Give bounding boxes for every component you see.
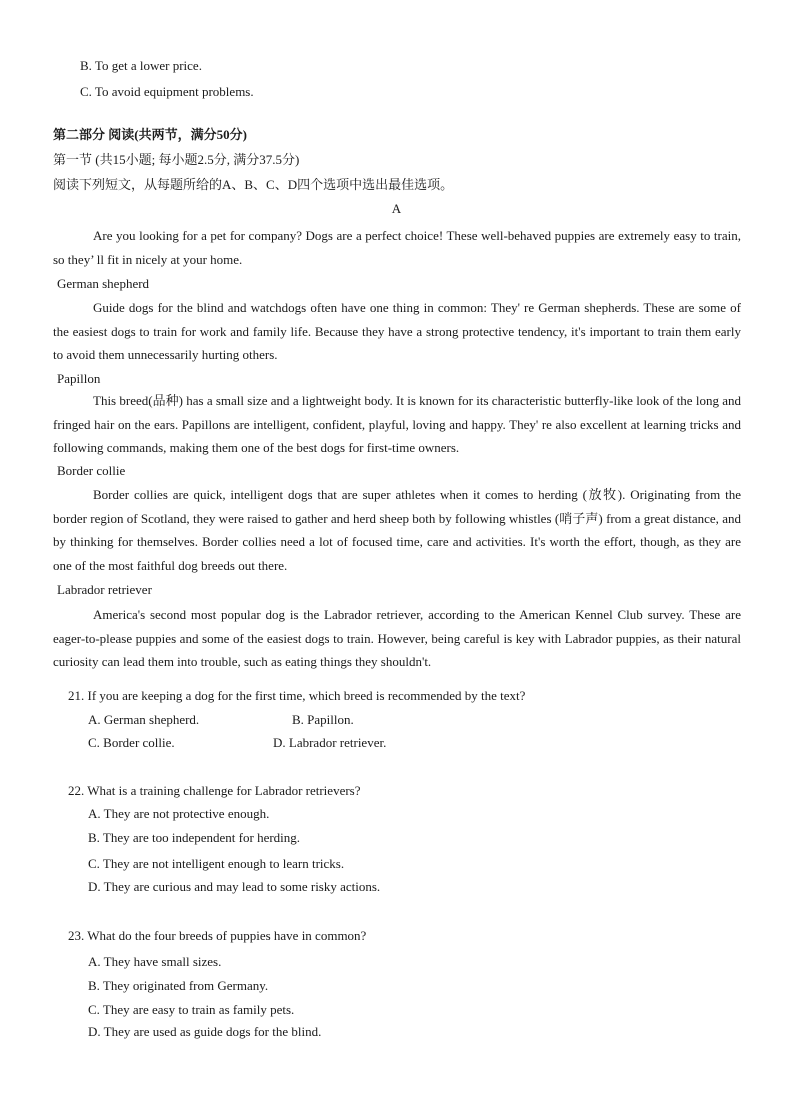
- option-22-d[interactable]: D. They are curious and may lead to some risky actions.: [88, 879, 381, 894]
- section-subheading: 第一节 (共15小题; 每小题2.5分, 满分37.5分): [53, 152, 300, 167]
- breed-text: This breed(品种) has a small size and a lightweight body. It is known for its characteristic butterfly-like look of the long and fringed hair on the ears. Papillons are intelligent, confident, playful, loving and happy. They' re also excellent at learning tricks and following commands, making them one of the best dogs for first-time owners.: [53, 393, 741, 455]
- question-stem-23: 23. What do the four breeds of puppies have in common?: [68, 928, 367, 943]
- prev-option-b: B. To get a lower price.: [80, 58, 202, 73]
- breed-text: America's second most popular dog is the Labrador retriever, according to the American Kennel Club survey. These are eager-to-please puppies and some of the easiest dogs to train. However, being careful is key with Labrador puppies, as their natural curiosity can lead them into trouble, such as eating things they shouldn't.: [53, 607, 741, 669]
- option-23-b[interactable]: B. They originated from Germany.: [88, 978, 269, 993]
- question-stem-21: 21. If you are keeping a dog for the first time, which breed is recommended by the text?: [68, 688, 526, 703]
- option-21-a[interactable]: A. German shepherd.: [88, 712, 200, 727]
- prev-option-c: C. To avoid equipment problems.: [80, 84, 254, 99]
- breed-heading-papillon: Papillon: [57, 371, 101, 386]
- option-21-d[interactable]: D. Labrador retriever.: [273, 735, 387, 750]
- section-instruction: 阅读下列短文，从每题所给的A、B、C、D四个选项中选出最佳选项。: [53, 177, 454, 192]
- section-heading: 第二部分 阅读(共两节，满分50分): [53, 127, 247, 142]
- breed-paragraph-border-collie: [53, 483, 741, 577]
- breed-text: Border collies are quick, intelligent dogs that are super athletes when it comes to herding (放牧). Originating from the border region of Scotland, they were raised to gather and herd sheep both by following whistles (哨子声) from a great distance, and by thinking for themselves. Border collies need a lot of focused time, care and activities. It's worth the effort, though, as they are one of the most faithful dog breeds out there.: [53, 487, 741, 573]
- option-23-d[interactable]: D. They are used as guide dogs for the blind.: [88, 1024, 322, 1039]
- option-22-c[interactable]: C. They are not intelligent enough to learn tricks.: [88, 856, 345, 871]
- option-22-b[interactable]: B. They are too independent for herding.: [88, 830, 301, 845]
- option-23-a[interactable]: A. They have small sizes.: [88, 954, 222, 969]
- breed-heading-german-shepherd: German shepherd: [57, 276, 150, 291]
- breed-paragraph-german-shepherd: [53, 296, 741, 367]
- breed-heading-border-collie: Border collie: [57, 463, 126, 478]
- breed-text: Guide dogs for the blind and watchdogs often have one thing in common: They' re German shepherds. These are some of the easiest dogs to train for work and family life. Because they have a strong protective tendency, it's important to train them early to avoid them unnecessarily hurting others.: [53, 300, 741, 362]
- option-23-c[interactable]: C. They are easy to train as family pets.: [88, 1002, 295, 1017]
- breed-paragraph-papillon: [53, 389, 741, 460]
- passage-label: A: [391, 201, 402, 216]
- passage-intro-text: Are you looking for a pet for company? Dogs are a perfect choice! These well-behaved puppies are extremely easy to train, so they’ ll fit in nicely at your home.: [53, 228, 741, 267]
- breed-paragraph-labrador: [53, 603, 741, 674]
- option-22-a[interactable]: A. They are not protective enough.: [88, 806, 270, 821]
- option-21-c[interactable]: C. Border collie.: [88, 735, 175, 750]
- passage-intro: [53, 224, 741, 271]
- breed-heading-labrador: Labrador retriever: [57, 582, 152, 597]
- question-stem-22: 22. What is a training challenge for Labrador retrievers?: [68, 783, 361, 798]
- option-21-b[interactable]: B. Papillon.: [292, 712, 354, 727]
